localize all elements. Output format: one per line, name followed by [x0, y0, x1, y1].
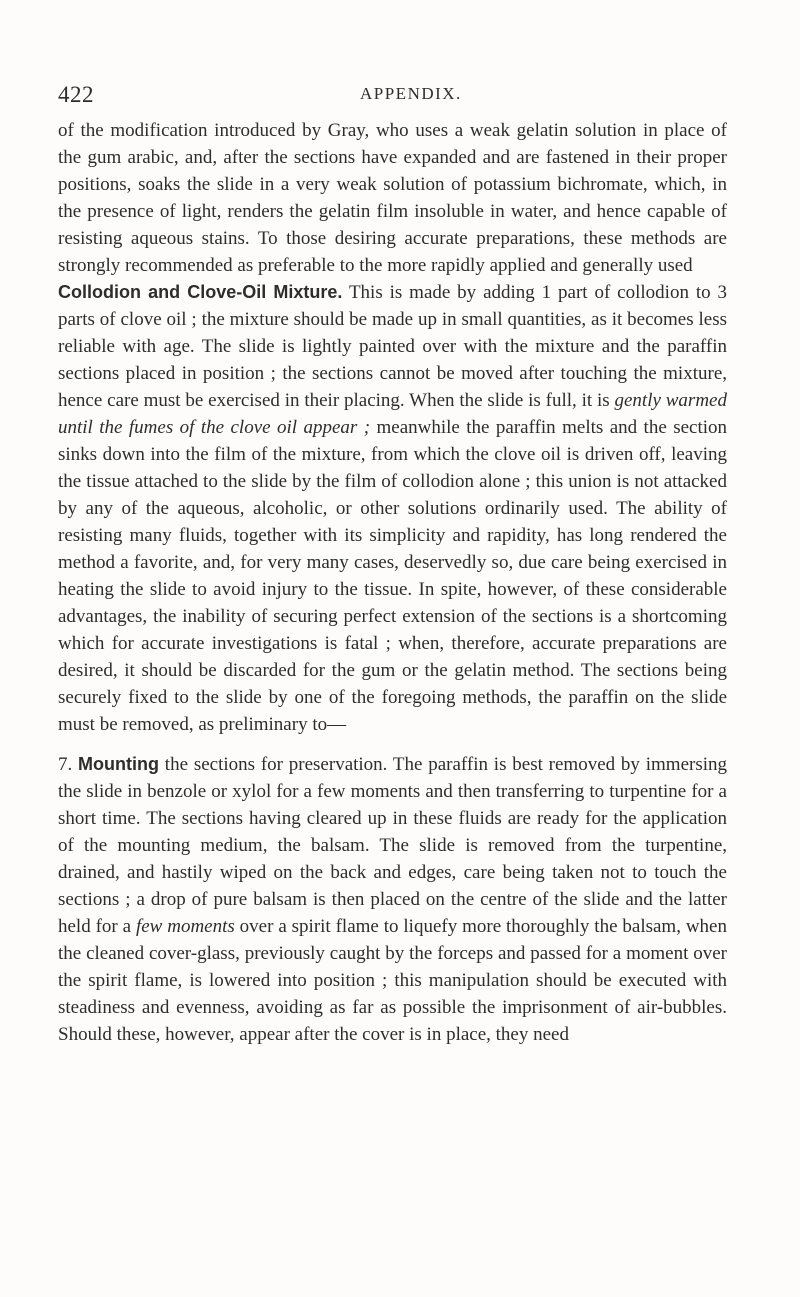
- paragraph-mounting: [58, 751, 727, 1048]
- italic-emphasis: few moments: [135, 916, 235, 937]
- step-number: 7.: [58, 754, 79, 775]
- section-heading: Collodion and Clove-Oil Mixture.: [58, 282, 343, 302]
- step-heading: Mounting: [78, 754, 160, 774]
- paragraph-text: the sections for preservation. The paraffin is best removed by immersing the slide in benzole or xylol for a few moments and then transferring to turpentine for a short time. The sections having cleared up in these fluids are ready for the application of the mounting medium, the balsam. The slide is removed from the turpentine, drained, and hastily wiped on the back and edges, care being taken not to touch the sections ; a drop of pure balsam is then placed on the centre of the slide and the latter held for a: [58, 754, 727, 937]
- paragraph-text: This is made by adding 1 part of collodion to 3 parts of clove oil ; the mixture should be made up in small quantities, as it becomes less reliable with age. The slide is lightly painted over with the mixture and the paraffin sections placed in position ; the sections cannot be moved after touching the mixture, hence care must be exercised in their placing. When the slide is full, it is: [58, 282, 727, 411]
- italic-emphasis: gently warmed until the fumes of the clove oil appear ;: [58, 390, 727, 438]
- page-body: [58, 117, 727, 1048]
- paragraph-text: meanwhile the paraffin melts and the section sinks down into the film of the mixture, from which the clove oil is driven off, leaving the tissue attached to the slide by the film of collodion alone ; this union is not attacked by any of the aqueous, alcoholic, or other solutions ordinarily used. The ability of resisting many fluids, together with its simplicity and rapidity, has long rendered the method a favorite, and, for very many cases, deservedly so, due care being exercised in heating the slide to avoid injury to the tissue. In spite, however, of these considerable advantages, the inability of securing perfect extension of the sections is a shortcoming which for accurate investigations is fatal ; when, therefore, accurate preparations are desired, it should be discarded for the gum or the gelatin method. The sections being securely fixed to the slide by one of the foregoing methods, the paraffin on the slide must be removed, as preliminary to—: [58, 417, 728, 735]
- running-head: APPENDIX.: [360, 84, 462, 103]
- paragraph-gum-gelatin-method: [58, 117, 727, 279]
- paragraph-collodion-clove-oil: [58, 279, 727, 738]
- paragraph-text: over a spirit flame to liquefy more thoroughly the balsam, when the cleaned cover-glass, previously caught by the forceps and passed for a moment over the spirit flame, is lowered into position ; this manipulation should be executed with steadiness and evenness, avoiding as far as possible the imprisonment of air-bubbles. Should these, however, appear after the cover is in place, they need: [58, 916, 727, 1045]
- paragraph-text: of the modification introduced by Gray, who uses a weak gelatin solution in place of the gum arabic, and, after the sections have expanded and are fastened in their proper positions, soaks the slide in a very weak solution of potassium bichromate, which, in the presence of light, renders the gelatin film insoluble in water, and hence capable of resisting aqueous stains. To those desiring accurate preparations, these methods are strongly recommended as preferable to the more rapidly applied and generally used: [58, 120, 727, 276]
- page-number: 422: [58, 82, 94, 107]
